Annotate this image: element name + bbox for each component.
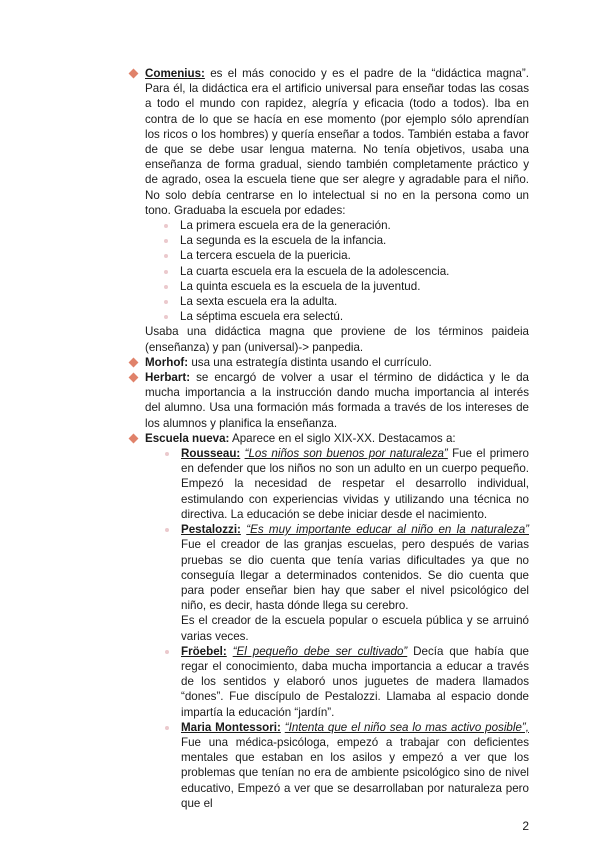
bullet-dot-icon — [165, 726, 169, 730]
author-list-item — [181, 522, 529, 644]
bullet-dot-icon — [164, 239, 168, 243]
term-label: Morhof: — [145, 355, 189, 369]
list-item-herbart — [145, 370, 529, 431]
document-body — [145, 0, 529, 853]
author-name: Maria Montessori: — [181, 720, 281, 734]
diamond-bullet-icon — [129, 69, 139, 79]
school-list-item — [180, 218, 529, 233]
school-list-item — [180, 264, 529, 279]
school-text: La segunda es la escuela de la infancia. — [180, 234, 387, 248]
bullet-dot-icon — [164, 300, 168, 304]
term-label: Comenius: — [145, 67, 205, 80]
bullet-dot-icon — [164, 315, 168, 319]
authors-list — [145, 446, 529, 811]
author-list-item — [181, 446, 529, 522]
school-text: La tercera escuela de la puericia. — [180, 249, 351, 263]
author-paragraph — [181, 720, 529, 811]
author-text: Fue el creador de las granjas escuelas, pero después de varias pruebas se dio cuenta que tenía varias dificultades ya que no conseguía llegar a determinados contenidos. Se dio cuenta que para poder enseñar bien hay que saber el nivel psicológico del niño, es decir, hasta dónde llega su cerebro. — [181, 538, 529, 613]
school-list-item — [180, 279, 529, 294]
term-label: Herbart: — [145, 371, 191, 385]
author-quote: “Los niños son buenos por naturaleza” — [244, 447, 448, 461]
diamond-bullet-icon — [129, 357, 139, 367]
page-number: 2 — [522, 818, 529, 833]
bullet-dot-icon — [164, 285, 168, 289]
bullet-dot-icon — [164, 254, 168, 258]
list-item-comenius — [145, 66, 529, 355]
paragraph-text: se encargó de volver a usar el término de didáctica y le da mucha importancia a la instrucción dando mucha importancia al interés del alumno. Usa una formación más formada a través de los intereses de los alumnos y planifica la enseñanza. — [145, 371, 529, 430]
author-name: Rousseau: — [181, 447, 241, 461]
author-text: Fue una médica-psicóloga, empezó a trabajar con deficientes mentales que estaban en los asilos y empezó a ver que los problemas que tenían no era de ambiente psicológico sino de nivel educativo, Empezó a ver que se desarrollaban por naturaleza pero que el — [181, 735, 529, 810]
schools-list — [145, 218, 529, 324]
list-item-escuela-nueva — [145, 431, 529, 811]
comenius-closing: Usaba una didáctica magna que proviene de los términos paideia (enseñanza) y pan (universal)-> panpedia. — [145, 325, 529, 354]
comenius-paragraph — [145, 66, 529, 218]
paragraph-text: usa una estrategía distinta usando el currículo. — [188, 355, 432, 369]
bullet-dot-icon — [165, 452, 169, 456]
school-text: La séptima escuela era selectú. — [180, 310, 344, 324]
bullet-dot-icon — [164, 224, 168, 228]
bullet-dot-icon — [165, 650, 169, 654]
paragraph-text: Aparece en el siglo XIX-XX. Destacamos a: — [229, 431, 456, 445]
escuela-nueva-paragraph — [145, 431, 529, 446]
school-text: La sexta escuela era la adulta. — [180, 295, 338, 309]
school-list-item — [180, 248, 529, 263]
school-text: La quinta escuela es la escuela de la juventud. — [180, 279, 421, 293]
list-item-morhof — [145, 355, 529, 370]
author-paragraph — [181, 446, 529, 522]
author-quote: “El pequeño debe ser cultivado” — [232, 644, 408, 658]
author-extra: Es el creador de la escuela popular o escuela pública y se arruinó varias veces. — [181, 614, 529, 643]
morhof-paragraph — [145, 355, 529, 370]
author-name: Fröebel: — [181, 644, 227, 658]
bullet-dot-icon — [164, 270, 168, 274]
bullet-dot-icon — [165, 528, 169, 532]
school-list-item — [180, 294, 529, 309]
school-list-item — [180, 233, 529, 248]
author-text: Decía que había que regar el conocimiento, daba mucha importancia a educar a través de los sentidos y elaboró unos juguetes de madera llamados “dones”. Fue discípulo de Pestalozzi. Llamaba al espacio donde impartía la educación “jardín”. — [181, 644, 529, 719]
herbart-paragraph — [145, 370, 529, 431]
author-text: Fue el primero en defender que los niños no son un adulto en un cuerpo pequeño. Empezó la necesidad de respetar el desarrollo individual, estimulando con experiencias vividas y utilizando una técnica no directiva. La educación se debe iniciar desde el nacimiento. — [181, 447, 529, 521]
author-name: Pestalozzi: — [181, 523, 241, 537]
term-label: Escuela nueva: — [145, 431, 230, 445]
school-text: La cuarta escuela era la escuela de la adolescencia. — [180, 264, 450, 278]
author-list-item — [181, 720, 529, 811]
paragraph-text: es el más conocido y es el padre de la “didáctica magna”. Para él, la didáctica era el artificio universal para enseñar todas las cosas a todo el mundo con rapidez, alegría y eficacia (todo a todos). Iba en contra de lo que se hacía en ese momento (por ejemplo sólo aprendían los ricos o los hombres) y quería enseñar a todos. También estaba a favor de que se debe usar lengua materna. No tenía objetivos, usaba una enseñanza de forma gradual, siendo también completamente práctico y de agrado, osea la escuela tiene que ser alegre y agradable para el niño. No solo debía centrarse en lo intelectual si no en la persona como un tono. Graduaba la escuela por edades: — [145, 67, 529, 217]
author-quote: “Es muy importante educar al niño en la naturaleza” — [246, 523, 529, 537]
school-text: La primera escuela era de la generación. — [180, 219, 391, 233]
diamond-bullet-icon — [129, 433, 139, 443]
school-list-item — [180, 309, 529, 324]
author-paragraph — [181, 644, 529, 720]
author-list-item — [181, 644, 529, 720]
author-paragraph — [181, 522, 529, 613]
diamond-bullet-icon — [129, 373, 139, 383]
author-quote: “Intenta que el niño sea lo mas activo posible”, — [284, 720, 529, 734]
